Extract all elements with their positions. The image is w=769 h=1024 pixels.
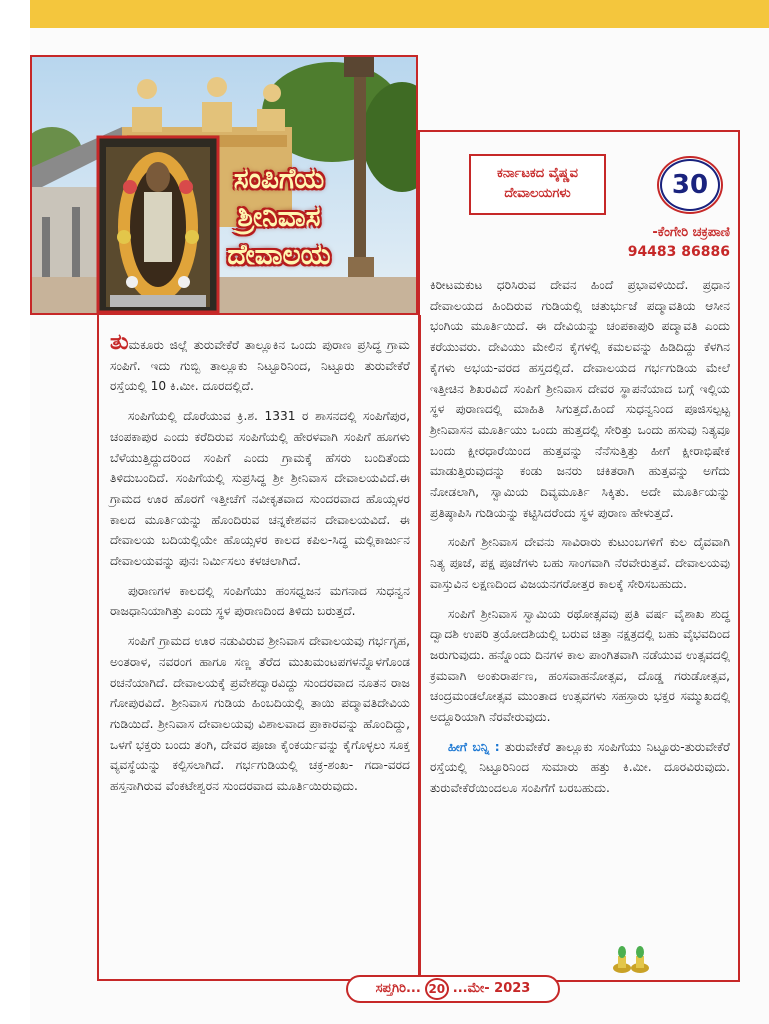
paragraph-text: ಮಕೂರು ಜಿಲ್ಲೆ ತುರುವೇಕೆರೆ ತಾಲ್ಲೂಕಿನ ಒಂದು ಪುರಾಣ ಪ್ರಸಿದ್ಧ ಗ್ರಾಮ ಸಂಪಿಗೆ. ಇದು ಗುಬ್ಬಿ ತಾಲ್ಲೂಕು ನಿಟ್ಟೂರಿನಿಂದ, ನಿಟ್ಟೂರು ತುರುವೇಕೆರೆ ರಸ್ತೆಯಲ್ಲಿ 10 ಕಿ.ಮೀ. ದೂರದಲ್ಲಿದೆ.	[110, 338, 410, 394]
series-name-line-1: ಕರ್ನಾಟಕದ ವೈಷ್ಣವ	[497, 166, 578, 181]
how-to-reach-label: ಹೀಗೆ ಬನ್ನಿ :	[448, 739, 500, 754]
paragraph	[110, 330, 410, 397]
paragraph: ಸಂಪಿಗೆ ಗ್ರಾಮದ ಊರ ನಡುವಿರುವ ಶ್ರೀನಿವಾಸ ದೇವಾಲಯವು ಗರ್ಭಗೃಹ, ಅಂತರಾಳ, ನವರಂಗ ಹಾಗೂ ಸಣ್ಣ ತೆರೆದ ಮುಖಮಂಟಪಗಳನ್ನೊಳಗೊಂಡ ರಚನೆಯಾಗಿದೆ. ದೇವಾಲಯಕ್ಕೆ ಪ್ರವೇಶದ್ವಾರವಿದ್ದು ಸುಂದರವಾದ ನೂತನ ರಾಜ ಗೋಪುರವಿದೆ. ಶ್ರೀನಿವಾಸ ಗುಡಿಯ ಹಿಂಬದಿಯಲ್ಲಿ ತಾಯಿ ಪದ್ಮಾವತಿದೇವಿಯ ಗುಡಿಯಿದೆ. ಶ್ರೀನಿವಾಸ ದೇವಾಲಯವು ವಿಶಾಲವಾದ ಪ್ರಾಕಾರವನ್ನು ಹೊಂದಿದ್ದು, ಒಳಗೆ ಭಕ್ತರು ಬಂದು ತಂಗಿ, ದೇವರ ಪೂಜಾ ಕೈಂಕರ್ಯವನ್ನು ಕೈಗೊಳ್ಳಲು ಸೂಕ್ತ ವ್ಯವಸ್ಥೆಯನ್ನು ಕಲ್ಪಿಸಲಾಗಿದೆ. ಗರ್ಭಗುಡಿಯಲ್ಲಿ ಚಕ್ರ-ಶಂಖ- ಗದಾ-ವರದ ಹಸ್ತನಾಗಿರುವ ವೆಂಕಟೇಶ್ವರನ ಸುಂದರವಾದ ಮೂರ್ತಿಯಿರುವುದು.	[110, 634, 410, 794]
right-column	[430, 275, 730, 808]
left-column	[110, 330, 410, 806]
author-name: -ಕೆಂಗೇರಿ ಚಕ್ರಪಾಣಿ	[652, 225, 730, 240]
paragraph: ಕಿರೀಟಮಕುಟ ಧರಿಸಿರುವ ದೇವನ ಹಿಂದೆ ಪ್ರಭಾವಳಿಯಿದೆ. ಪ್ರಧಾನ ದೇವಾಲಯದ ಹಿಂದಿರುವ ಗುಡಿಯಲ್ಲಿ ಚತುರ್ಭುಜೆ ಪದ್ಮಾವತಿಯ ಆಸೀನ ಭಂಗಿಯ ಮೂರ್ತಿಯಿದೆ. ಈ ದೇವಿಯನ್ನು ಚಂಪಕಾಪುರಿ ಪದ್ಮಾವತಿ ಎಂದು ಕರೆಯುವರು. ದೇವಿಯು ಮೇಲಿನ ಕೈಗಳಲ್ಲಿ ಕಮಲವನ್ನು ಹಿಡಿದಿದ್ದು ಕೆಳಗಿನ ಕೈಗಳು ಅಭಯ-ವರದ ಹಸ್ತದಲ್ಲಿದೆ. ದೇವಾಲಯದ ಗರ್ಭಗುಡಿಯ ಮೇಲೆ ಇತ್ತೀಚಿನ ಶಿಖರವಿದೆ ಸಂಪಿಗೆ ಶ್ರೀನಿವಾಸ ದೇವರ ಸ್ಥಾಪನೆಯಾದ ಬಗ್ಗೆ ಇಲ್ಲಿಯ ಸ್ಥಳ ಪುರಾಣದಲ್ಲಿ ಮಾಹಿತಿ ಸಿಗುತ್ತದೆ.ಹಿಂದೆ ಸುಧನ್ವನಿಂದ ಪೂಜಿಸಲ್ಪಟ್ಟ ಶ್ರೀನಿವಾಸನ ಮೂರ್ತಿಯು ಒಂದು ಹುತ್ತದಲ್ಲಿ ಸೇರಿತ್ತು ಒಂದು ಹಸುವು ನಿತ್ಯವೂ ಬಂದು ಕ್ಷೀರಧಾರೆಯಿಂದ ಹುತ್ತವನ್ನು ನೆನೆಸುತ್ತಿತ್ತು ಹೀಗೆ ಕ್ಷೀರಾಭಿಷೇಕ ಮಾಡುತ್ತಿರುವುದನ್ನು ಕಂಡು ಜನರು ಚಕಿತರಾಗಿ ಹುತ್ತವನ್ನು ಅಗೆದು ನೋಡಲಾಗಿ, ಸ್ವಾಮಿಯ ದಿವ್ಯಮೂರ್ತಿ ಸಿಕ್ಕಿತು. ಅದೇ ಮೂರ್ತಿಯನ್ನು ಪ್ರತಿಷ್ಠಾಪಿಸಿ ಗುಡಿಯನ್ನು ಕಟ್ಟಿಸಿದರೆಂದು ಸ್ಥಳ ಪುರಾಣ ಹೇಳುತ್ತದೆ.	[430, 278, 730, 520]
top-band	[30, 0, 769, 28]
drop-cap: ತು	[110, 330, 129, 355]
how-to-reach-text: ತುರುವೇಕೆರೆ ತಾಲ್ಲೂಕು ಸಂಪಿಗೆಯು ನಿಟ್ಟೂರು-ತುರುವೇಕೆರೆ ರಸ್ತೆಯಲ್ಲಿ ನಿಟ್ಟೂರಿನಿಂದ ಸುಮಾರು ಹತ್ತು ಕಿ.ಮೀ. ದೂರವಿರುವುದು. ತುರುವೇಕೆರೆಯಿಂದಲೂ ಸಂಪಿಗೆಗೆ ಬರಬಹುದು.	[430, 739, 730, 796]
page-footer	[346, 975, 560, 1003]
series-title-box	[469, 154, 606, 215]
author-phone: 94483 86886	[627, 244, 730, 260]
page-number: 20	[425, 978, 449, 1000]
title-line-2: ಶ್ರೀನಿವಾಸ	[237, 200, 321, 233]
paragraph: ಪುರಾಣಗಳ ಕಾಲದಲ್ಲಿ ಸಂಪಿಗೆಯು ಹಂಸಧ್ವಜನ ಮಗನಾದ ಸುಧನ್ವನ ರಾಜಧಾನಿಯಾಗಿತ್ತು ಎಂದು ಸ್ಥಳ ಪುರಾಣದಿಂದ ತಿಳಿದು ಬರುತ್ತದೆ.	[110, 583, 410, 619]
magazine-name: ಸಪ್ತಗಿರಿ...	[375, 981, 421, 996]
paragraph: ಸಂಪಿಗೆ ಶ್ರೀನಿವಾಸ ದೇವನು ಸಾವಿರಾರು ಕುಟುಂಬಗಳಿಗೆ ಕುಲ ದೈವವಾಗಿ ನಿತ್ಯ ಪೂಜೆ, ಪಕ್ಷ ಪೂಜೆಗಳು ಬಹು ಸಾಂಗವಾಗಿ ನೆರವೇರುತ್ತವೆ. ದೇವಾಲಯವು ವಾಸ್ತುವಿನ ಲಕ್ಷಣದಿಂದ ವಿಜಯನಗರೋತ್ತರ ಕಾಲಕ್ಕೆ ಸೇರಿಸಬಹುದು.	[430, 535, 730, 591]
title-line-1: ಸಂಪಿಗೆಯ	[233, 162, 325, 195]
paragraph: ಸಂಪಿಗೆ ಶ್ರೀನಿವಾಸ ಸ್ವಾಮಿಯ ರಥೋತ್ಸವವು ಪ್ರತಿ ವರ್ಷ ವೈಶಾಖ ಶುದ್ಧ ದ್ವಾದಶಿ ಉಪರಿ ತ್ರಯೋದಶಿಯಲ್ಲಿ ಬರುವ ಚಿತ್ತಾ ನಕ್ಷತ್ರದಲ್ಲಿ ಬಹು ವೈಭವದಿಂದ ಜರುಗುವುದು. ಹನ್ನೊಂದು ದಿನಗಳ ಕಾಲ ಪಾಂಗಿತವಾಗಿ ನಡೆಯುವ ಉತ್ಸವದಲ್ಲಿ ಕ್ರಮವಾಗಿ ಅಂಕುರಾರ್ಪಣ, ಹಂಸವಾಹನೋತ್ಸವ, ದೊಡ್ಡ ಗರುಡೋತ್ಸವ, ಚಂದ್ರಮಂಡಲೋತ್ಸವ ಮುಂತಾದ ಉತ್ಸವಗಳು ಸಹಸ್ರಾರು ಭಕ್ತರ ಸಮ್ಮುಖದಲ್ಲಿ ಅದ್ದೂರಿಯಾಗಿ ನೆರವೇರುವುದು.	[430, 606, 730, 725]
issue-date: ...ಮೇ- 2023	[452, 981, 531, 996]
how-to-reach-paragraph	[430, 737, 730, 799]
series-name-line-2: ದೇವಾಲಯಗಳು	[504, 186, 571, 201]
title-line-3: ದೇವಾಲಯ	[227, 238, 331, 271]
series-number-badge: 30	[660, 159, 720, 211]
paragraph: ಸಂಪಿಗೆಯಲ್ಲಿ ದೊರೆಯುವ ಕ್ರಿ.ಶ. 1331 ರ ಶಾಸನದಲ್ಲಿ ಸಂಪಿಗೆಪುರ, ಚಂಪಕಾಪುರ ಎಂದು ಕರೆದಿರುವ ಸಂಪಿಗೆಯಲ್ಲಿ ಹೇರಳವಾಗಿ ಸಂಪಿಗೆ ಹೂಗಳು ಬೆಳೆಯುತ್ತಿದ್ದುದರಿಂದ ಸಂಪಿಗೆ ಎಂದು ಗ್ರಾಮಕ್ಕೆ ಹೆಸರು ಬಂದಿತೆಂದು ತಿಳಿದುಬಂದಿದೆ. ಸಂಪಿಗೆಯಲ್ಲಿ ಸುಪ್ರಸಿದ್ಧ ಶ್ರೀ ಶ್ರೀನಿವಾಸ ದೇವಾಲಯವಿದೆ.ಈ ಗ್ರಾಮದ ಊರ ಹೊರಗೆ ಇತ್ತೀಚೆಗೆ ನವೀಕೃತವಾದ ಸುಂದರವಾದ ಹೊಯ್ಸಳರ ಕಾಲದ ಮೂರ್ತಿಯನ್ನು ಹೊಂದಿರುವ ಚನ್ನಕೇಶವನ ದೇವಾಲಯವಿದೆ. ಈ ದೇವಾಲಯ ಬದಿಯಲ್ಲಿಯೇ ಹೊಯ್ಸಳರ ಕಾಲದ ಕಪಿಲ-ಸಿದ್ಧ ಮಲ್ಲಿಕಾರ್ಜುನ ದೇವಾಲಯವನ್ನು ಪುನಃ ನಿರ್ಮಿಸಲು ಕಳಚಲಾಗಿದೆ.	[110, 409, 410, 569]
article-title	[214, 160, 344, 274]
lamp-icon	[612, 944, 650, 974]
